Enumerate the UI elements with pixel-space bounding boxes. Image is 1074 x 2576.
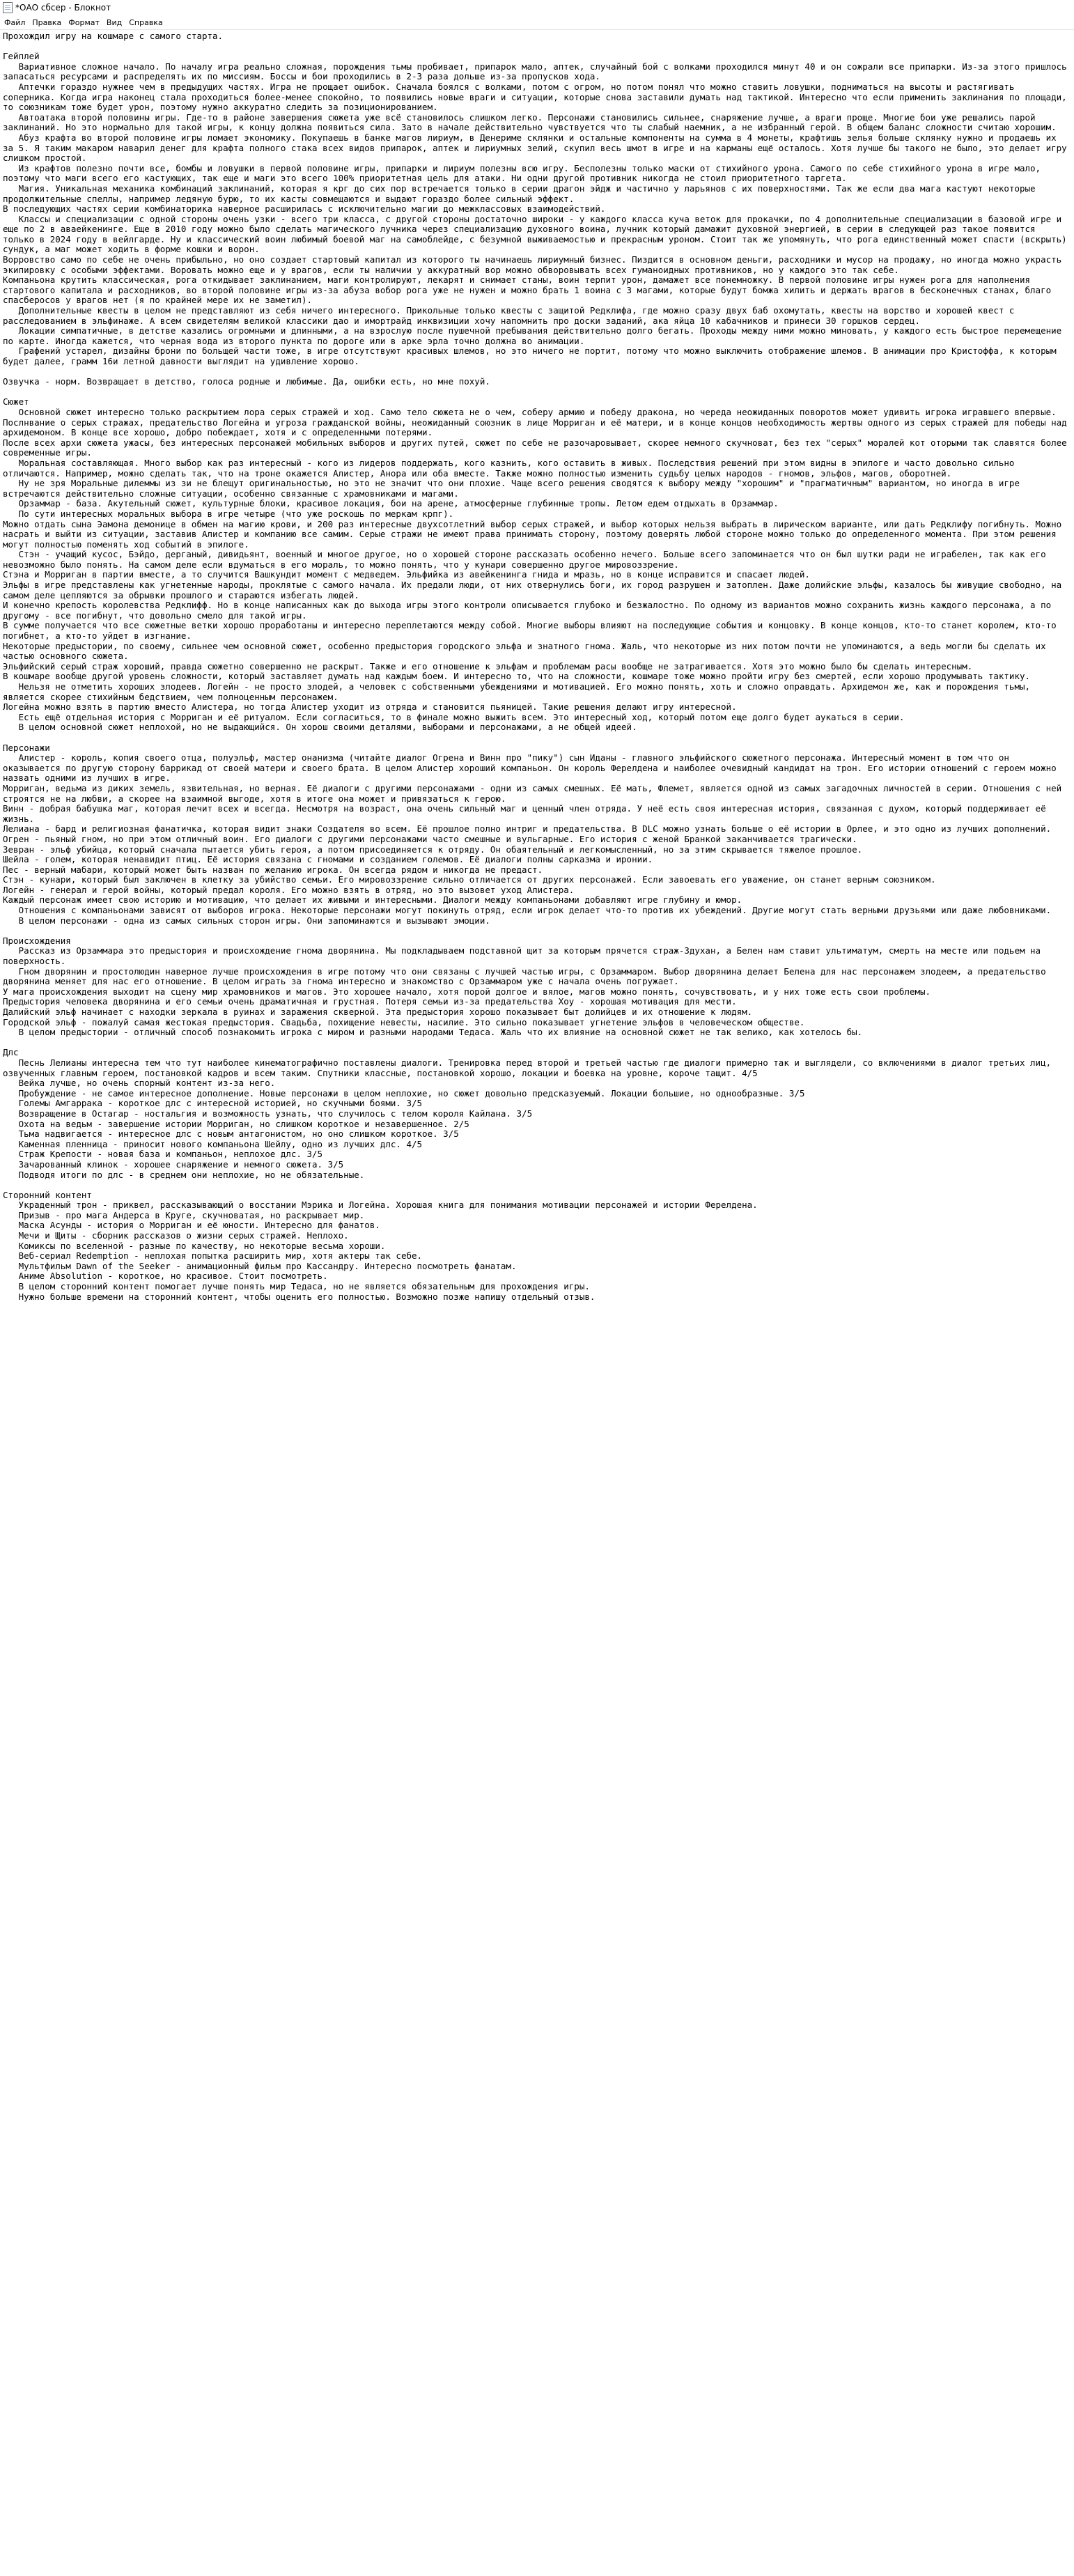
- document-text[interactable]: Прохождил игру на кошмаре с самого старта. Гейплей Вариативное сложное начало. По началу игра реально сложная, порождения тьмы пробивает, припарок мало, аптек, случайный бой с волками проходился минут 40 и он сожрали все припарки. Из-за этого пришлось запасаться ресурсами и распределять их по миссиям. Боссы и бои проходились в 2-3 раза дольше из-за пропусков хода. Аптечки гораздо нужнее чем в предыдущих частях. Игра не прощает ошибок. Сначала боялся с волками, потом с огром, но потом понял что можно ставить ловушки, подниматься на высоты и растягивать соперника. Когда игра наконец стала проходиться более-менее спокойно, то появились новые враги и ситуации, которые снова заставили думать над тактикой. Интересно что если применить заклинания по площади, то союзникам тоже будет урон, поэтому нужно аккуратно следить за позиционированием. Автоатака второй половины игры. Где-то в районе завершения сюжета уже всё становилось слишком легко. Персонажи становились сильнее, снаряжение лучше, а враги проще. Многие бои уже решались парой заклинаний. Но это нормально для такой игры, к концу должна появиться сила. Зато в начале действительно чувствуется что ты слабый наемник, а не избранный герой. В общем баланс сложности считаю хорошим. Абуз крафта во второй половине игры ломает экономику. Покупаешь в банке магов лириум, в Денериме склянки и остальные компоненты на сумма в 4 монеты, крафтишь зелья больше склянку нужно и продаешь их за 5. Я таким макаром наварил денег для крафта полного стака всех видов припарок, аптек и лириумных зелий, скупил весь шмот в игре и на карманы ещё осталось. Хотя лучше бы такого не было, это делает игру слишком простой. Из крафтов полезно почти все, бомбы и ловушки в первой половине игры, припарки и лириум полезны всю игру. Бесполезны только маски от стихийного урона. Самого по себе стихийного урона в игре мало, поэтому что маги всего его кастующих, так еще и маги это всего 100% приоритетная цель для атаки. Ни одни другой противник никогда не стоил приоритетного таргета. Магия. Уникальная механика комбинаций заклинаний, которая я крг до сих пор встречается только в серии драгон эйдж и частично у ларьянов с их поверхностями. Так же если два мага кастуют некоторые продолжительные спеллы, например ледяную бурю, то их касты совмещаются и выдают гораздо более сильный эффект. В последующих частях серии комбинаторика наверное расширилась с исключительно магии до межклассовых взаимодействий. Классы и специализации с одной стороны очень узки - всего три класса, с другой стороны достаточно широки - у каждого класса куча веток для прокачки, по 4 дополнительные специализации в базовой игре и еще по 2 в аваейкенинге. Еще в 2010 году можно было сделать магического лучника через специализацию духовного воина, лучник который дамажит духовной энергией, в серии в следующей раз такое появится только в 2024 году в вейлгарде. Ну и классический воин любимый боевой маг на самоблейде, с безумной выживаемостью и прекрасным уроном. Стоит так же упомянуть, что рога единственный может спасти (вскрыть) сундук, а маг может ходить в форме кошки и ворон. Ворровство само по себе не очень прибыльно, но оно создает стартовый капитал из которого ты начинаешь лириумный бизнес. Пиздится в основном деньги, расходники и мусор на продажу, но иногда можно украсть экипировку с особыми эффектами. Воровать можно еще и у врагов, если ты наличии у аккуратный вор можно обворовывать всех гуманоидных противников, но у каждого это так себе. Компаньона крутить классическая, рога откидывает заклинанием, маги контролируют, лекарят и снимает станы, воин терпит урон, дамажет все понемножку. В первой половине игры нужен рога для наполнения стартового капитала и расходников, во второй половине игры из-за абуза вобор рога уже не нужен и можно брать 1 воина с 3 магами, которые будут бомжа хилить и держать врагов в бесконечных станах, благо спасберосов у врагов нет (я по крайней мере их не заметил). Дополнительные квесты в целом не представляют из себя ничего интересного. Прикольные только квесты с защитой Редклифа, где можно сразу двух баб охомутать, квесты на ворство и хорошей квест с расследованием в эльфинаже. А всем свидетелям великой классики дао и имортрайд инквизиции хочу напомнить про доски заданий, ака яйца 10 кабачников и принеси 30 горшков сердец. Локации симпатичные, в детстве казались огромными и длинными, а на взрослую после пушечной пребывания действительно долго бегать. Проходы между ними можно миновать, у каждого есть быстрое перемещение по карте. Иногда кажется, что черная вода из второго пункта по дороге или в арке эрла точно должна во анимации. Графений устарел, дизайны брони по больщей части тоже, в игре отсутствуют красивых шлемов, но это ничего не портит, потому что можно выключить отображение шлемов. В анимации про Кристоффа, к которым будет далее, грамм 16и летной давности выглядит на удивление хорошо. Озвучка - норм. Возвращает в детство, голоса родные и любимые. Да, ошибки есть, но мне похуй. Сюжет Основной сюжет интересно только раскрытием лора серых стражей и ход. Само тело сюжета не о чем, соберу армию и победу дракона, но череда неожиданных поворотов может удивить игрока игравшего впервые. Послнвание о серых стражах, предательство Логейна и угроза гражданской войны, неожиданный союзник в лице Морриган и её матери, и в конце концов необходимость жертвы одного из серых стражей для победы над архидемоном. В конце все хорошо, добро побеждает, хотя и с определенными потерями. После всех архи сюжета ужасы, без интересных персонажей мобильных выборов и других путей, сюжет по себе не разочаровывает, скорее немного скучноват, без тех "серых" моралей кот оторыми так славятся более современные игры. Моральная составляющая. Много выбор как раз интересный - кого из лидеров поддержать, кого казнить, кого оставить в живых. Последствия решений при этом видны в эпилоге и часто довольно сильно отличаются. Например, можно сделать так, что на троне окажется Алистер, Анора или оба вместе. Также можно полностью изменить судьбу целых народов - гномов, эльфов, магов, оборотней. Ну не зря Моральные дилеммы из зи не блещут оригинальностью, но это не значит что они плохие. Чаще всего решения сводятся к выбору между "хорошим" и "прагматичным" вариантом, но иногда в игре встречаются действительно сложные ситуации, особенно связанные с храмовниками и магами. Орзаммар - база. Акутельный сюжет, культурные блоки, красивое локация, бои на арене, атмосферные глубинные тропы. Летом едем отдыхать в Орзаммар. По сути интересных моральных выбора в игре четыре (что уже роскошь по меркам крпг). Можно отдать сына Эамона демонице в обмен на магию крови, и 200 раз интересные двухсотлетний выбор серых стражей, и выбор которых нельзя выбрать в лирическом варианте, или дать Редклифу погибнуть. Можно насрать и выйти из ситуации, заставив Алистер и компанию все самим. Серые стражи не имеют права принимать сторону, поэтому доверять любой стороне можно только до определенного момента. При этом решения могут полностью поменять ход событий в эпилоге. Стэн - учащий кусос, Бэйдо, дерганый, дивидьянт, военный и многое другое, но о хорошей стороне рассказать особенно нечего. Больше всего запоминается что он был шутки ради не играбелен, так как его невозможно было понять. На самом деле если вдуматься в его мораль, то можно понять, что у кунари совершенно другое мировоззрение. Стэна и Морриган в партии вместе, а то случится Вашкундит момент с медведем. Эльфийка из авейкенинга гнида и мразь, но в конце исправится и спасает людей. Эльфы в игре представлены как угнетенные народы, проклятые с самого начала. Их предали люди, от них отвернулись боги, их город разрушен и затоплен. Даже долийские эльфы, казалось бы живущие свободно, на самом деле цепляются за обрывки прошлого и стараются избегать людей. И конечно крепость королевства Редклифф. Но в конце написанных как до выхода игры этого контроли описывается глубоко и безжалостно. По одному из вариантов можно сохранить жизнь каждого персонажа, а по другому - все погибнут, что довольно смело для такой игры. В сумме получается что все сюжетные ветки хорошо проработаны и интересно переплетаются между собой. Многие выборы влияют на последующие события и концовку. В конце концов, кто-то станет королем, кто-то погибнет, а кто-то уйдет в изгнание. Некоторые предыстории, по своему, сильнее чем основной сюжет, особенно предыстория городского эльфа и знатного гнома. Жаль, что некоторые из них потом почти не упоминаются, а ведь могли бы сделать их частью основного сюжета. Эльфийский серый страж хороший, правда сюжетно совершенно не раскрыт. Также и его отношение к эльфам и проблемам расы вообще не затрагивается. Хотя это можно было бы сделать интересным. В кошмаре вообще другой уровень сложности, который заставляет думать над каждым боем. И интересно то, что на сложности, кошмаре тоже можно пройти игру без смертей, если хорошо продумывать тактику. Нельзя не отметить хороших злодеев. Логейн - не просто злодей, а человек с собственными убеждениями и мотивацией. Его можно понять, хоть и сложно оправдать. Архидемон же, как и порождения тьмы, является скорее стихийным бедствием, чем полноценным персонажем. Логейна можно взять в партию вместо Алистера, но тогда Алистер уходит из отряда и становится пьяницей. Такие решения делают игру интересной. Есть ещё отдельная история с Морриган и её ритуалом. Если согласиться, то в финале можно выжить всем. Это интересный ход, который потом еще долго будет аукаться в серии. В целом основной сюжет неплохой, но не выдающийся. Он хорош своими деталями, выборами и персонажами, а не общей идеей. Персонажи Алистер - король, копия своего отца, полуэльф, мастер онанизма (читайте диалог Огрена и Винн про "пику") сын Иданы - главного эльфийского сюжетного персонажа. Интересный момент в том что он оказывается по другую сторону баррикад от своей матери и своего брата. В целом Алистер хороший компаньон. Он король Ферелдена и наиболее очевидный кандидат на трон. Его истории отношений с героем можно назвать одними из лучших в игре. Морриган, ведьма из диких земель, язвительная, но верная. Её диалоги с другими персонажами - одни из самых смешных. Её мать, Флемет, является одной из самых загадочных личностей в серии. Отношения с ней строятся не на любви, а скорее на взаимной выгоде, хотя в итоге она может и привязаться к герою. Винн - добрая бабушка маг, которая лечит всех и всегда. Несмотря на возраст, она очень сильный маг и ценный член отряда. У неё есть своя интересная история, связанная с духом, который поддерживает её жизнь. Лелиана - бард и религиозная фанатичка, которая видит знаки Создателя во всем. Её прошлое полно интриг и предательства. В DLC можно узнать больше о её истории в Орлее, и это одно из лучших дополнений. Огрен - пьяный гном, но при этом отличный воин. Его диалоги с другими персонажами часто смешные и вульгарные. Его история с женой Бранкой заканчивается трагически. Зевран - эльф убийца, который сначала пытается убить героя, а потом присоединяется к отряду. Он обаятельный и легкомысленный, но за этим скрывается тяжелое прошлое. Шейла - голем, которая ненавидит птиц. Её история связана с гномами и созданием големов. Её диалоги полны сарказма и иронии. Пес - верный мабари, который может быть назван по желанию игрока. Он всегда рядом и никогда не предаст. Стэн - кунари, который был заключен в клетку за убийство семьи. Его мировоззрение сильно отличается от других персонажей. Если завоевать его уважение, он станет верным союзником. Логейн - генерал и герой войны, который предал короля. Его можно взять в отряд, но это вызовет уход Алистера. Каждый персонаж имеет свою историю и мотивацию, что делает их живыми и интересными. Диалоги между компаньонами добавляют игре глубину и юмор. Отношения с компаньонами зависят от выборов игрока. Некоторые персонажи могут покинуть отряд, если игрок делает что-то против их убеждений. Другие могут стать верными друзьями или даже любовниками. В целом персонажи - одна из самых сильных сторон игры. Они запоминаются и вызывают эмоции. Происхождения Рассказ из Орзаммара это предыстория и происхождение гнома дворянина. Мы подкладываем подставной щит за которым прячется страж-Здухан, а Белен нам ставит ультиматум, смерть на месте или подьем на поверхность. Гном дворянин и простолюдин наверное лучше происхождения в игре потому что они связаны с лучшей частью игры, с Орзаммаром. Выбор дворянина делает Белена для нас персонажем злодеем, а предательство дворянина меняет для нас его отношение. В целом играть за гнома интересно и знакомство с Орзаммаром уже с начала очень погружает. У мага происхождения выходит на сцену мир храмовников и магов. Это хорошее начало, хотя порой долгое и вялое, магов можно понять, сочувствовать, и у них тоже есть свои проблемы. Предыстория человека дворянина и его семьи очень драматичная и грустная. Потеря семьи из-за предательства Хоу - хорошая мотивация для мести. Далийский эльф начинает с находки зеркала в руинах и заражения скверной. Эта предыстория хорошо показывает быт долийцев и их отношение к людям. Городской эльф - пожалуй самая жестокая предыстория. Свадьба, похищение невесты, насилие. Это сильно показывает угнетение эльфов в человеческом обществе. В целом предыстории - отличный способ познакомить игрока с миром и разными народами Тедаса. Жаль что их влияние на основной сюжет не так велико, как хотелось бы. Длс Песнь Лелианы интересна тем что тут наиболее кинематографично поставлены диалоги. Тренировка перед второй и третьей частью где диалоги примерно так и выглядели, со включениями в диалог третьих лиц, озвученных главным героем, постановкой кадров и всем таким. Спутники классные, постановкой хорошо, локации и боевка на уровне, короче тащит. 4/5 Вейка лучше, но очень спорный контент из-за него. Пробуждение - не самое интересное дополнение. Новые персонажи в целом неплохие, но сюжет довольно предсказуемый. Локации большие, но однообразные. 3/5 Големы Амгаррака - короткое длс с интересной историей, но скучными боями. 3/5 Возвращение в Остагар - ностальгия и возможность узнать, что случилось с телом короля Кайлана. 3/5 Охота на ведьм - завершение истории Морриган, но слишком короткое и незавершенное. 2/5 Тьма надвигается - интересное длс с новым антагонистом, но оно слишком короткое. 3/5 Каменная пленница - приносит нового компаньона Шейлу, одно из лучших длс. 4/5 Страж Крепости - новая база и компаньон, неплохое длс. 3/5 Зачарованный клинок - хорошее снаряжение и немного сюжета. 3/5 Подводя итоги по длс - в среднем они неплохие, но не обязательные. Сторонний контент Украденный трон - приквел, рассказывающий о восстании Мэрика и Логейна. Хорошая книга для понимания мотивации персонажей и истории Ферелдена. Призыв - про мага Андерса в Круге, скучноватая, но раскрывает мир. Маска Асунды - история о Морриган и её юности. Интересно для фанатов. Мечи и Щиты - сборник рассказов о жизни серых стражей. Неплохо. Комиксы по вселенной - разные по качеству, но некоторые весьма хороши. Веб-сериал Redemption - неплохая попытка расширить мир, хотя актеры так себе. Мультфильм Dawn of the Seeker - анимационный фильм про Кассандру. Интересно посмотреть фанатам. Аниме Absolution - короткое, но красивое. Стоит посмотреть. В целом сторонний контент помогает лучше понять мир Тедаса, но не является обязательным для прохождения игры. Нужно больше времени на сторонний контент, чтобы оценить его полностью. Возможно позже напишу отдельный отзыв.: [3, 31, 1067, 1302]
- window-title: *ОАО сбсер - Блокнот: [15, 3, 111, 13]
- notepad-icon: [3, 2, 13, 13]
- menu-bar: [0, 15, 1074, 29]
- menu-edit[interactable]: Правка: [32, 17, 62, 27]
- menu-file[interactable]: Файл: [4, 17, 26, 27]
- menu-format[interactable]: Формат: [68, 17, 100, 27]
- window-titlebar: [0, 0, 1074, 15]
- menu-view[interactable]: Вид: [106, 17, 123, 27]
- text-editor[interactable]: [0, 29, 1074, 2576]
- menu-help[interactable]: Справка: [129, 17, 163, 27]
